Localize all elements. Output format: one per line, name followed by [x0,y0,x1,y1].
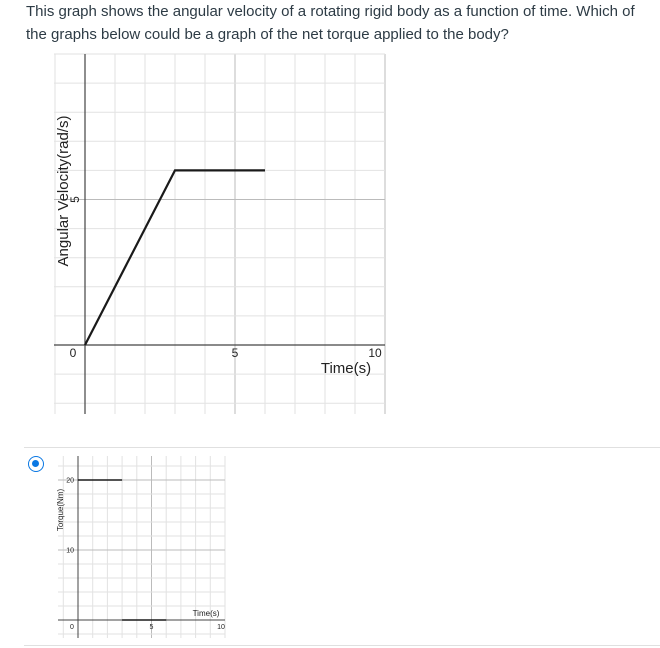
main-x-tick-label: 5 [231,346,239,360]
main-x-tick-label: 10 [368,346,382,360]
answer-divider-bottom [24,645,660,646]
main-y-axis-label: Angular Velocity(rad/s) [55,115,72,267]
main-x-tick-label: 0 [69,346,77,360]
option-y-tick-label: 10 [66,547,74,555]
main-y-tick-label: 5 [68,196,82,203]
torque-graph-option[interactable] [0,448,260,644]
option-x-tick-label: 0 [70,624,74,631]
angular-velocity-graph [0,48,400,428]
main-x-axis-label: Time(s) [320,360,372,377]
question-text: This graph shows the angular velocity of a rotating rigid body as a function of time. Which of the graphs below could be a graph of the net torque applied to the body? [26,3,635,43]
option-x-tick-label: 5 [149,624,154,631]
option-x-axis-label: Time(s) [192,609,220,618]
option-x-tick-label: 10 [217,624,225,631]
option-y-tick-label: 20 [66,477,74,485]
option-y-axis-label: Torque(Nm) [56,488,65,532]
option-tick-labels [66,478,225,632]
